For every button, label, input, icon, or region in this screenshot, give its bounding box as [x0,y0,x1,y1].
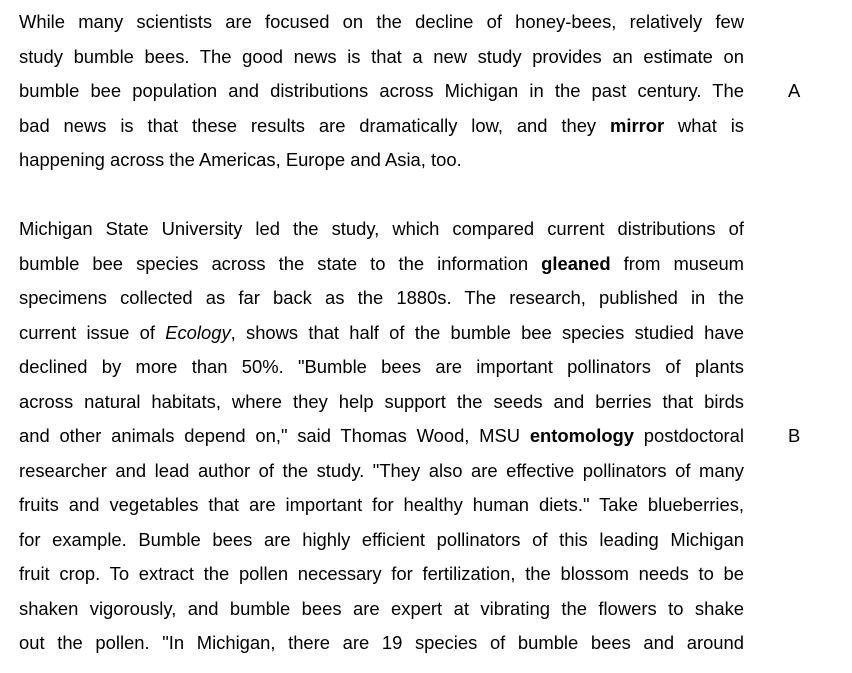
text-line: fruit crop. To extract the pollen necessary for fertilization, the blossom needs to be [19,563,744,584]
text-line: current issue of Ecology, shows that half of the bumble bee species studied have [19,321,744,343]
text-line: bad news is that these results are dramatically low, and they mirror what is [19,114,744,136]
text-line: specimens collected as far back as the 1880s. The research, published in the [19,287,744,308]
paragraph-marker-b: B [788,425,801,446]
text-line: fruits and vegetables that are important for healthy human diets." Take blueberries, [19,494,744,515]
text-line: researcher and lead author of the study. "They also are effective pollinators of many [19,459,744,481]
text-line: declined by more than 50%. "Bumble bees are important pollinators of plants [19,356,744,377]
paragraph-a [19,5,744,178]
text-line: across natural habitats, where they help support the seeds and berries that birds [19,390,744,412]
text-line: and other animals depend on," said Thomas Wood, MSU entomology postdoctoral [19,425,744,446]
paragraph-b [19,212,744,661]
text-line: out the pollen. "In Michigan, there are 19 species of bumble bees and around [19,632,744,653]
text-line: for example. Bumble bees are highly efficient pollinators of this leading Michigan [19,528,744,550]
text-line: Michigan State University led the study, which compared current distributions of [19,218,744,239]
paragraph-marker-a: A [788,80,801,101]
text-line: bumble bee population and distributions across Michigan in the past century. The [19,80,744,101]
vocab-word-mirror: mirror [609,114,665,136]
text-line: study bumble bees. The good news is that a new study provides an estimate on [19,45,744,67]
text-line: bumble bee species across the state to the information gleaned from museum [19,252,744,274]
text-line: While many scientists are focused on the decline of honey-bees, relatively few [19,11,744,32]
text-line: shaken vigorously, and bumble bees are expert at vibrating the flowers to shake [19,597,744,619]
text-line: happening across the Americas, Europe and Asia, too. [19,149,462,170]
vocab-word-entomology: entomology [529,425,635,446]
journal-title: Ecology [165,321,231,343]
vocab-word-gleaned: gleaned [541,252,611,274]
